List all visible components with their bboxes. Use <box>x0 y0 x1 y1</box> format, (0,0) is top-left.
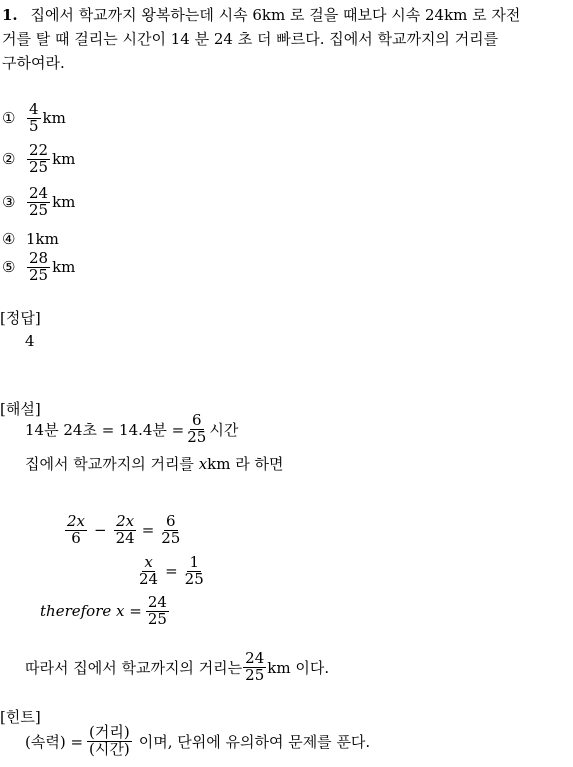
choice-2-denominator: 25 <box>29 157 49 176</box>
hint-fraction <box>87 725 132 758</box>
choice-2[interactable] <box>2 143 75 176</box>
equation-3 <box>40 595 170 628</box>
choice-1-denominator: 5 <box>29 116 39 135</box>
choice-2-mark: ② <box>2 150 16 169</box>
choice-1[interactable] <box>2 102 66 135</box>
hint-rest: 이며, 단위에 유의하여 문제를 푼다. <box>138 732 371 751</box>
solution-line-1-fraction <box>185 413 208 446</box>
question-text-3: 구하여라. <box>2 54 65 72</box>
choice-3-denominator: 25 <box>29 200 49 219</box>
eq1-den-1: 6 <box>71 528 81 547</box>
choice-4[interactable] <box>2 230 59 248</box>
eq2-num-1: x <box>144 553 153 571</box>
eq3-num: 24 <box>147 593 167 611</box>
choice-3-numerator: 24 <box>29 184 49 202</box>
eq1-num-1: 2x <box>67 512 86 530</box>
question-text-2: 거를 탈 때 걸리는 시간이 14 분 24 초 더 빠르다. 집에서 학교까지의 거리를 <box>2 30 499 48</box>
equation-1 <box>64 514 183 547</box>
eq1-num-2: 2x <box>116 512 135 530</box>
answer-value: 4 <box>25 332 35 350</box>
eq3-lead: therefore x = <box>40 602 142 621</box>
choice-3-mark: ③ <box>2 193 16 212</box>
question-line-1 <box>2 4 520 25</box>
choice-5-numerator: 28 <box>29 249 49 267</box>
hint-line <box>25 725 370 758</box>
solution-line-1-right: 시간 <box>209 420 239 439</box>
choice-5-denominator: 25 <box>29 265 49 284</box>
eq2-fraction-2 <box>183 555 206 588</box>
choice-2-unit: km <box>52 150 76 169</box>
conclusion-text-a: 따라서 집에서 학교까지의 거리는 <box>25 658 243 677</box>
answer-label: [정답] <box>0 309 41 327</box>
eq1-minus: − <box>94 521 107 540</box>
eq1-den-3: 25 <box>161 528 181 547</box>
choice-2-fraction <box>27 143 50 176</box>
solution-line-2 <box>25 453 284 474</box>
solution-conclusion <box>25 651 329 684</box>
solution-line-1-denominator: 25 <box>187 427 207 446</box>
eq3-fraction <box>146 595 169 628</box>
solution-line-1-left: 14분 24초 = 14.4분 = <box>25 420 185 439</box>
eq2-den-2: 25 <box>184 569 204 588</box>
solution-line-2-a: 집에서 학교까지의 거리를 <box>25 455 199 473</box>
hint-lhs: (속력) = <box>25 732 84 751</box>
choice-5-mark: ⑤ <box>2 258 16 277</box>
eq1-fraction-1 <box>65 514 87 547</box>
hint-numerator: (거리) <box>89 723 130 741</box>
solution-line-2-b: km 라 하면 <box>207 455 284 473</box>
eq2-den-1: 24 <box>139 569 159 588</box>
conclusion-text-b: km 이다. <box>267 658 330 677</box>
choice-2-numerator: 22 <box>29 141 49 159</box>
conclusion-fraction <box>243 651 266 684</box>
choice-4-mark: ④ <box>2 230 16 248</box>
choice-3[interactable] <box>2 186 75 219</box>
hint-label: [힌트] <box>0 708 41 726</box>
eq3-den: 25 <box>147 609 167 628</box>
eq1-equals: = <box>141 521 155 540</box>
eq2-equals: = <box>165 562 178 581</box>
choice-3-fraction <box>27 186 50 219</box>
solution-variable-x: x <box>198 455 208 473</box>
hint-denominator: (시간) <box>89 739 130 758</box>
question-number: 1. <box>2 6 18 24</box>
choice-5-fraction <box>27 251 50 284</box>
solution-line-1-numerator: 6 <box>192 411 202 429</box>
eq2-num-2: 1 <box>189 553 199 571</box>
question-text-1: 집에서 학교까지 왕복하는데 시속 6km 로 걸을 때보다 시속 24km 로 자전 <box>30 6 521 24</box>
solution-line-1 <box>25 413 238 446</box>
choice-3-unit: km <box>52 193 76 212</box>
eq1-fraction-3 <box>159 514 182 547</box>
eq1-den-2: 24 <box>115 528 135 547</box>
eq1-fraction-2 <box>114 514 137 547</box>
choice-5[interactable] <box>2 251 75 284</box>
eq2-fraction-1 <box>137 555 160 588</box>
eq1-num-3: 6 <box>166 512 176 530</box>
choice-1-mark: ① <box>2 109 16 128</box>
solution-label: [해설] <box>0 400 41 418</box>
equation-2 <box>136 555 207 588</box>
conclusion-numerator: 24 <box>245 649 265 667</box>
choice-1-numerator: 4 <box>29 100 39 118</box>
choice-4-text: 1km <box>26 230 59 248</box>
choice-1-unit: km <box>42 109 66 128</box>
conclusion-denominator: 25 <box>245 665 265 684</box>
choice-5-unit: km <box>52 258 76 277</box>
choice-1-fraction <box>27 102 41 135</box>
